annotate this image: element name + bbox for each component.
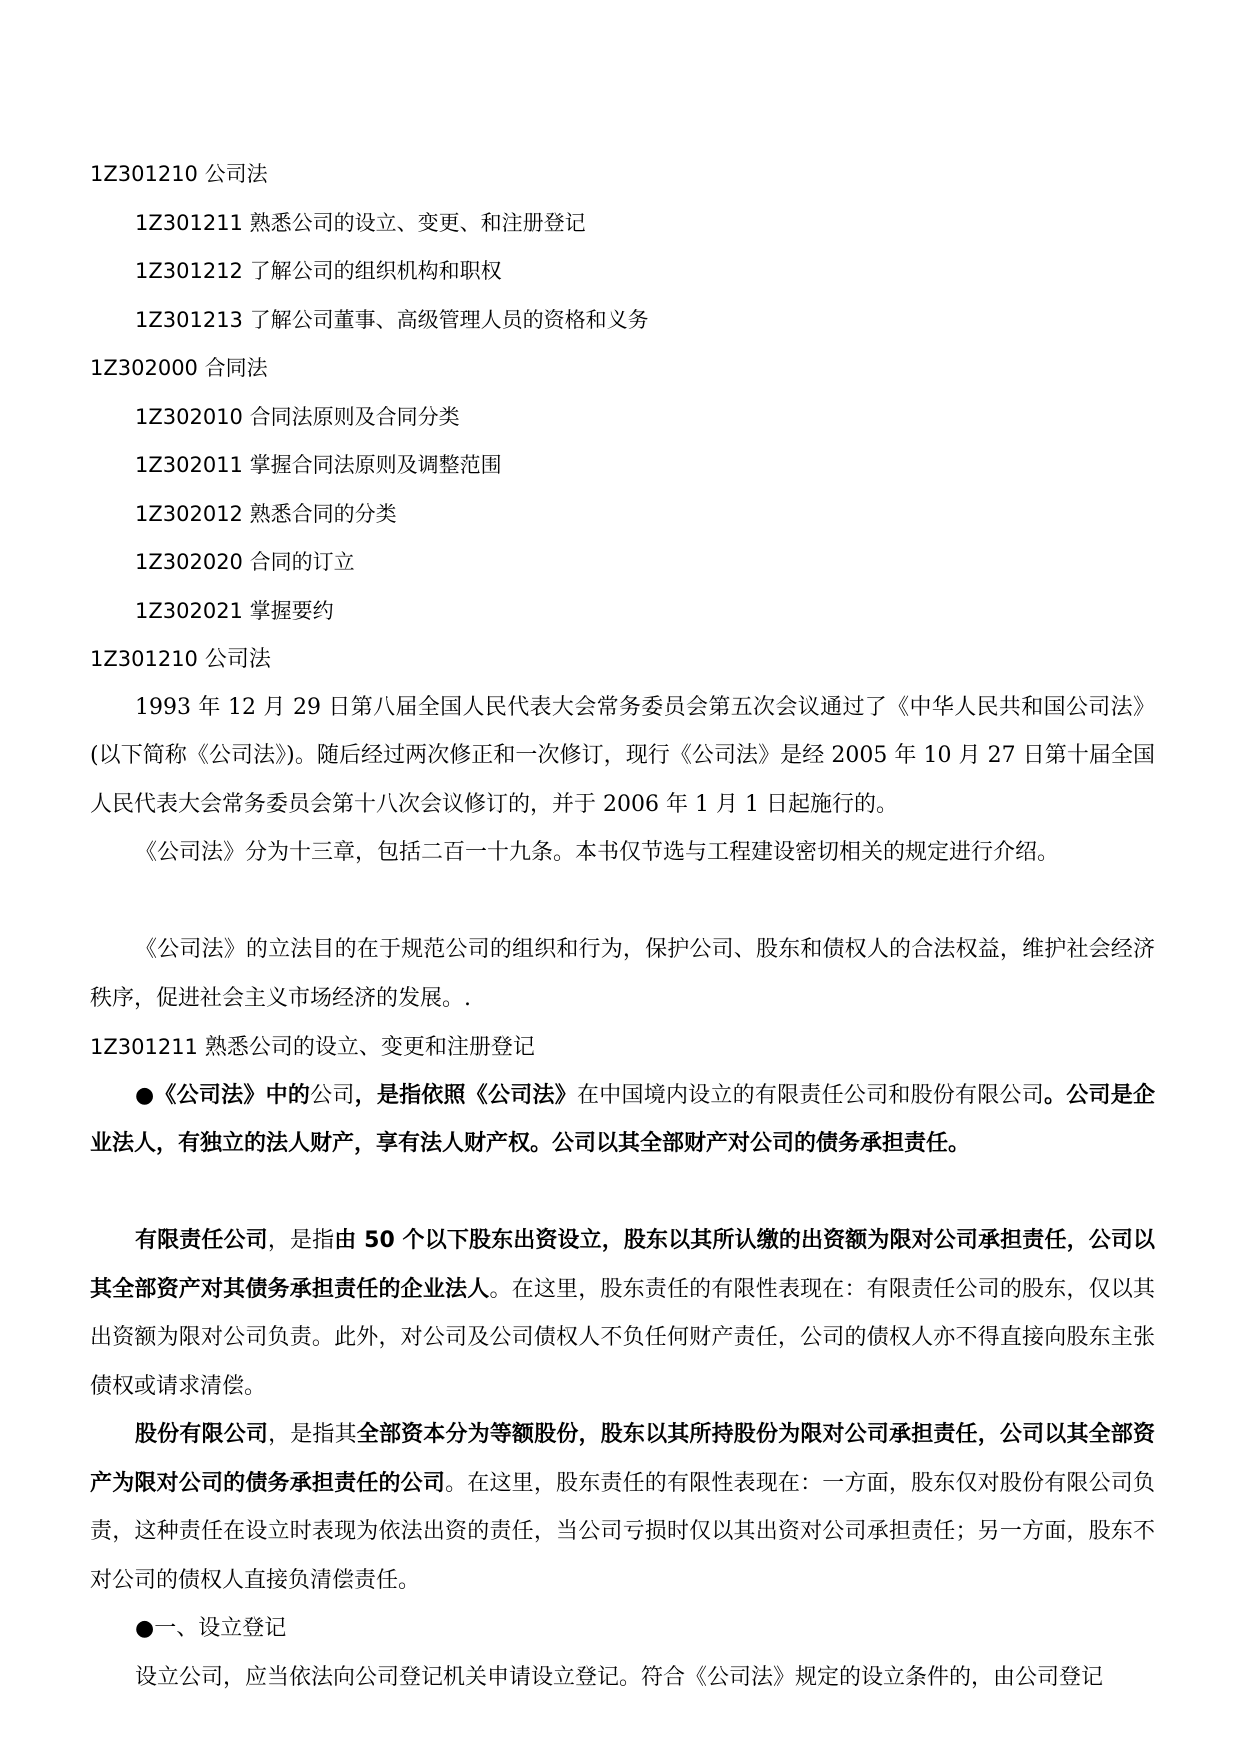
plain-text: 在中国境内设立的有限责任公司和股份有限公司 [576, 1082, 1044, 1108]
section-heading [90, 635, 1155, 684]
section-code: 1Z301210 [90, 647, 198, 671]
bold-text: 全部资本分为等额股份，股东以其所持股份为限对公司承担责任，公司以其全部资产为限对公司的债务承担责任的公司 [90, 1422, 1155, 1496]
plain-text: ，是指 [267, 1228, 335, 1253]
bold-text: 由 50 个以下股东出资设立，股东以其所认缴的出资额为限对公司承担责任，公司以其全部资产对其债务承担责任的企业法人 [90, 1228, 1155, 1302]
bold-text: ，是指依照《公司法》 [354, 1082, 577, 1108]
section-title: 公司法 [197, 647, 271, 672]
paragraph-enactment: 1993 年 12 月 29 日第八届全国人民代表大会常务委员会第五次会议通过了《中华人民共和国公司法》(以下简称《公司法》)。随后经过两次修正和一次修订，现行《公司法》是经 2005 年 10 月 27 日第十届全国人民代表大会常务委员会第十八次会议修订的，并于 2006 年 1 月 1 日起施行的。 [90, 694, 1155, 817]
paragraph-registration: 设立公司，应当依法向公司登记机关申请设立登记。符合《公司法》规定的设立条件的，由公司登记 [135, 1664, 1104, 1690]
paragraph-joint-stock [90, 1411, 1155, 1605]
paragraph-company-definition [90, 1072, 1155, 1169]
paragraph-llc [90, 1217, 1155, 1411]
bold-text: 。公司是企业法人，有独立的法人财产，享有法人财产权。公司以其全部财产对公司的债务承担责任。 [90, 1082, 1155, 1156]
bold-text: ●《公司法》中的 [135, 1082, 311, 1108]
paragraph-chapters: 《公司法》分为十三章，包括二百一十九条。本书仅节选与工程建设密切相关的规定进行介绍。 [135, 840, 1060, 865]
toc-item: 1Z302011 掌握合同法原则及调整范围 [135, 453, 502, 477]
toc-item: 1Z301212 了解公司的组织机构和职权 [135, 259, 502, 283]
toc-item: 1Z302010 合同法原则及合同分类 [135, 404, 460, 429]
section-heading [90, 1023, 1155, 1072]
blank-line [90, 1169, 1155, 1218]
toc-item: 1Z302020 合同的订立 [135, 550, 355, 574]
plain-text: 。在这里，股东责任的有限性表现在：有限责任公司的股东，仅以其出资额为限对公司负责。此外，对公司及公司债权人不负任何财产责任，公司的债权人亦不得直接向股东主张债权或请求清偿。 [90, 1276, 1155, 1399]
bold-text: 有限责任公司 [135, 1228, 268, 1253]
section-title: 熟悉公司的设立、变更和注册登记 [197, 1035, 535, 1060]
subheading-registration: ●一、设立登记 [135, 1616, 287, 1641]
paragraph-purpose: 《公司法》的立法目的在于规范公司的组织和行为，保护公司、股东和债权人的合法权益，维护社会经济秩序，促进社会主义市场经济的发展。. [90, 937, 1155, 1011]
section-code: 1Z301211 [90, 1035, 198, 1059]
toc-heading-company-law: 1Z301210 公司法 [90, 162, 268, 186]
toc-item: 1Z301211 熟悉公司的设立、变更、和注册登记 [135, 210, 586, 235]
document-content [90, 150, 1155, 1702]
plain-text: 公司 [310, 1082, 355, 1108]
plain-text: 。在这里，股东责任的有限性表现在：一方面，股东仅对股份有限公司负责，这种责任在设立时表现为依法出资的责任，当公司亏损时仅以其出资对公司承担责任；另一方面，股东不对公司的债权人直接负清偿责任。 [90, 1470, 1155, 1593]
toc-item: 1Z302012 熟悉合同的分类 [135, 501, 397, 526]
bold-text: 股份有限公司 [135, 1422, 269, 1447]
blank-line [90, 878, 1155, 927]
plain-text: ，是指其 [268, 1422, 357, 1447]
toc-heading-contract-law: 1Z302000 合同法 [90, 356, 268, 380]
toc-item: 1Z302021 掌握要约 [135, 598, 334, 623]
toc-item: 1Z301213 了解公司董事、高级管理人员的资格和义务 [135, 307, 649, 332]
